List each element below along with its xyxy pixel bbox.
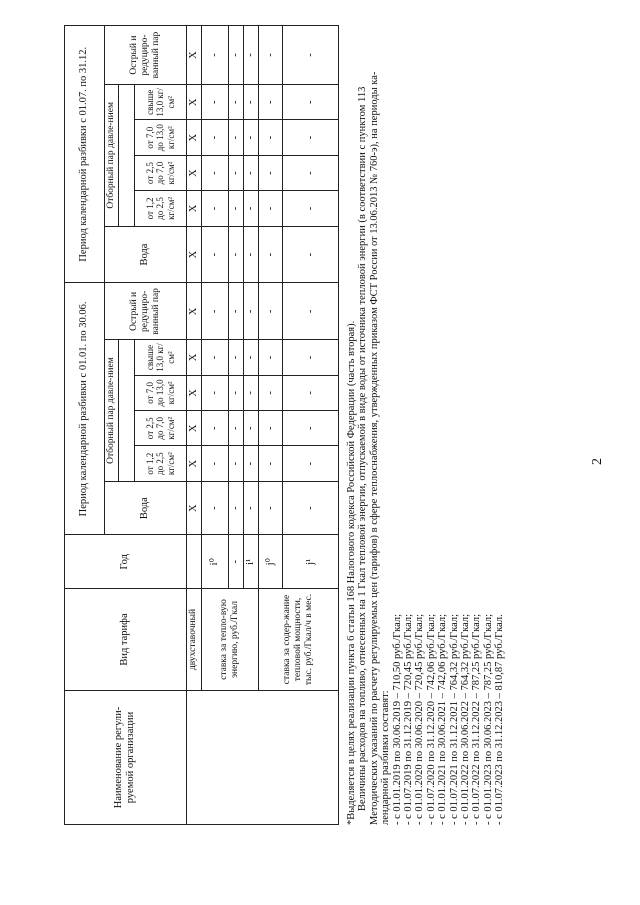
header-sharp-steam-1: Острый и редуциро-ванный пар [105, 283, 187, 340]
year-j0: j⁰ [259, 535, 283, 589]
table-cell: - [283, 85, 339, 120]
table-cell: - [283, 26, 339, 85]
table-cell: - [228, 191, 243, 226]
header-pressure-1-2-5: от 1,2 до 2,5 кг/см² [134, 446, 186, 481]
list-item: - с 01.01.2022 по 30.06.2022 – 764,32 руб./Гкал; [460, 613, 472, 825]
table-cell: - [259, 411, 283, 446]
paragraph-2: Методических указаний по расчету регулируемых цен (тарифов) в сфере теплоснабжения, утвержденных приказом ФСТ России от 13.06.2013 № 760-э), на периоды ка- [368, 71, 380, 825]
table-cell: - [244, 26, 259, 85]
list-item: - с 01.07.2022 по 31.12.2022 – 787,25 руб./Гкал; [471, 613, 483, 825]
table-cell: - [283, 155, 339, 190]
list-item: - с 01.07.2023 по 31.12.2023 – 810,87 руб./Гкал. [494, 614, 506, 825]
table-cell: - [259, 481, 283, 535]
table-cell: - [244, 411, 259, 446]
table-cell: - [244, 375, 259, 410]
table-cell: - [259, 26, 283, 85]
table-cell: - [283, 411, 339, 446]
table-cell: X [186, 446, 201, 481]
table-cell: - [201, 26, 228, 85]
header-pressure-2-5-7-b: от 2,5 до 7,0 кг/см² [134, 155, 186, 190]
header-pressure-13-b: свыше 13,0 кг/см² [134, 85, 186, 120]
table-cell: - [283, 340, 339, 375]
table-cell: - [259, 226, 283, 283]
list-item: - с 01.01.2020 по 30.06.2020 – 720,45 руб./Гкал; [414, 613, 426, 825]
list-item: - с 01.07.2019 по 31.12.2019 – 720,45 руб./Гкал; [403, 613, 415, 825]
table-cell: - [201, 446, 228, 481]
table-cell: - [244, 85, 259, 120]
table-cell: - [283, 375, 339, 410]
table-cell: - [283, 120, 339, 155]
table-cell: - [201, 375, 228, 410]
table-cell: - [244, 191, 259, 226]
table-cell: - [228, 120, 243, 155]
table-cell: X [186, 411, 201, 446]
table-cell: - [201, 226, 228, 283]
table-cell: X [186, 191, 201, 226]
table-cell: - [228, 26, 243, 85]
tariff-table [64, 25, 339, 825]
table-cell: - [201, 120, 228, 155]
header-pressure-1-2-5-b: от 1,2 до 2,5 кг/см² [134, 191, 186, 226]
table-cell: - [201, 85, 228, 120]
table-cell: - [259, 120, 283, 155]
table-cell: - [228, 375, 243, 410]
header-pressure-2-5-7: от 2,5 до 7,0 кг/см² [134, 411, 186, 446]
table-cell: - [228, 155, 243, 190]
table-cell: X [186, 481, 201, 535]
paragraph-3: лендарной разбивки составят: [380, 690, 392, 825]
header-steam-2: Отборный пар давле-нием [105, 85, 119, 227]
table-cell: - [259, 375, 283, 410]
header-period-1: Период календарной разбивки с 01.01. по 30.06. [65, 283, 105, 535]
table-cell: - [244, 155, 259, 190]
header-tariff-type: Вид тарифа [65, 589, 187, 691]
table-cell: X [186, 26, 201, 85]
table-cell: - [283, 283, 339, 340]
table-cell: - [244, 446, 259, 481]
table-cell: - [244, 226, 259, 283]
list-item: - с 01.01.2023 по 30.06.2023 – 787,25 руб./Гкал; [482, 613, 494, 825]
table-cell: - [259, 283, 283, 340]
org-name-cell [186, 690, 338, 824]
table-cell: - [201, 283, 228, 340]
header-period-2: Период календарной разбивки с 01.07. по 31.12. [65, 26, 105, 283]
header-pressure-7-13-b: от 7,0 до 13,0 кг/см² [134, 120, 186, 155]
table-cell: X [186, 283, 201, 340]
table-cell: - [244, 120, 259, 155]
header-water-2: Вода [105, 226, 187, 283]
header-pressure-7-13: от 7,0 до 13,0 кг/см² [134, 375, 186, 410]
header-sharp-steam-2: Острый и редуциро-ванный пар [105, 26, 187, 85]
table-cell: - [283, 481, 339, 535]
header-water-1: Вода [105, 481, 187, 535]
table-cell: - [228, 446, 243, 481]
table-cell: X [186, 375, 201, 410]
paragraph-1: Величины расходов на топливо, отнесенных на 1 Гкал тепловой энергии, отпускаемой в виде воды от источника тепловой энергии (в соответствии с пунктом 113 [357, 86, 369, 811]
table-cell: X [186, 226, 201, 283]
header-steam-1: Отборный пар давле-нием [105, 340, 119, 482]
table-cell: - [201, 191, 228, 226]
year-i-dash: - [228, 535, 243, 589]
table-cell: - [259, 340, 283, 375]
table-cell: X [186, 85, 201, 120]
table-cell: X [186, 340, 201, 375]
page-number: 2 [590, 458, 605, 465]
table-cell: - [201, 155, 228, 190]
year-j1: j¹ [283, 535, 339, 589]
list-item: - с 01.01.2021 по 30.06.2021 – 742,06 руб./Гкал; [437, 613, 449, 825]
table-cell: - [283, 226, 339, 283]
table-cell: - [244, 283, 259, 340]
table-cell: X [186, 155, 201, 190]
table-cell: - [259, 85, 283, 120]
table-cell: - [259, 155, 283, 190]
table-cell: X [186, 120, 201, 155]
year-i1: i¹ [244, 535, 259, 589]
table-cell: - [244, 481, 259, 535]
list-item: - с 01.01.2019 по 30.06.2019 – 710,50 руб./Гкал; [391, 613, 403, 825]
table-cell: - [201, 340, 228, 375]
table-cell: - [201, 411, 228, 446]
list-item: - с 01.07.2021 по 31.12.2021 – 764,32 руб./Гкал; [448, 613, 460, 825]
table-cell: - [283, 191, 339, 226]
table-cell: - [228, 85, 243, 120]
list-item: - с 01.07.2020 по 31.12.2020 – 742,06 руб./Гкал; [425, 613, 437, 825]
header-organization: Наименование регули-руемой организации [65, 690, 187, 824]
row-rate-capacity: ставка за содер-жание тепловой мощности, тыс. руб./Гкал/ч в мес. [259, 589, 339, 691]
row-two-part: двухставочный [186, 589, 201, 691]
header-pressure-13: свыше 13,0 кг/см² [134, 340, 186, 375]
row-rate-energy: ставка за тепло-вую энергию, руб./Гкал [201, 589, 258, 691]
header-year: Год [65, 535, 187, 589]
year-i0: i⁰ [201, 535, 228, 589]
notes-block [346, 15, 506, 825]
table-cell: - [228, 481, 243, 535]
table-cell: - [228, 283, 243, 340]
footnote: *Выделяется в целях реализации пункта 6 статьи 168 Налогового кодекса Российской Федерации (часть вторая). [346, 320, 357, 825]
table-cell: - [244, 340, 259, 375]
table-cell: - [228, 340, 243, 375]
table-cell: - [283, 446, 339, 481]
table-cell: - [228, 411, 243, 446]
table-cell: - [259, 446, 283, 481]
year-cell [186, 535, 201, 589]
table-cell: - [228, 226, 243, 283]
table-cell: - [259, 191, 283, 226]
table-cell: - [201, 481, 228, 535]
